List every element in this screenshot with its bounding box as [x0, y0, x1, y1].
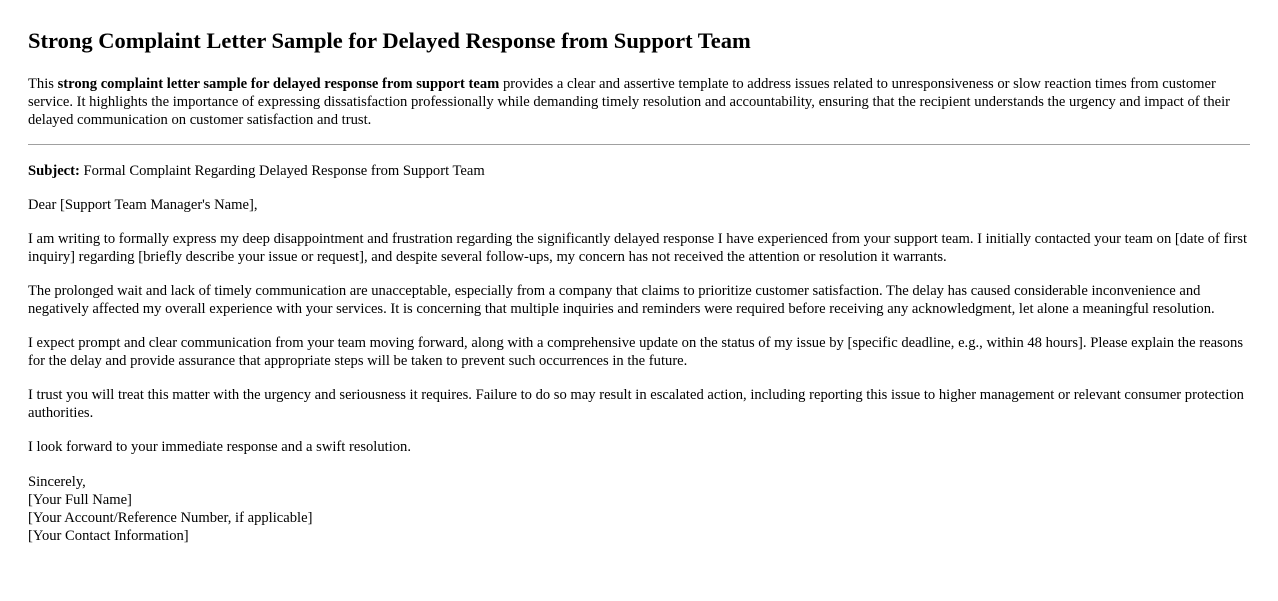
signature-name: [Your Full Name] [28, 492, 132, 508]
intro-paragraph [28, 75, 1250, 129]
letter-paragraph-3: I expect prompt and clear communication from your team moving forward, along with a comprehensive update on the status of my issue by [specific deadline, e.g., within 48 hours]. Please explain the reasons for the delay and provide assurance that appropriate steps will be taken to prevent such occurrences in the future. [28, 335, 1243, 369]
letter-body [28, 162, 1250, 545]
letter-paragraph-4: I trust you will treat this matter with the urgency and seriousness it requires. Failure to do so may result in escalated action, including reporting this issue to higher management or relevant consumer protection authorities. [28, 387, 1244, 421]
page-title: Strong Complaint Letter Sample for Delayed Response from Support Team [28, 28, 751, 53]
signature-account: [Your Account/Reference Number, if applicable] [28, 510, 313, 526]
intro-prefix: This [28, 76, 58, 92]
intro-bold-phrase: strong complaint letter sample for delayed response from support team [57, 76, 500, 92]
letter-paragraph-5: I look forward to your immediate response and a swift resolution. [28, 439, 411, 455]
subject-text: Formal Complaint Regarding Delayed Response from Support Team [79, 163, 485, 179]
signature-contact: [Your Contact Information] [28, 528, 189, 544]
subject-label: Subject: [28, 163, 80, 179]
signature-block [28, 473, 1250, 545]
intro-suffix: provides a clear and assertive template to address issues related to unresponsiveness or slow reaction times from customer service. It highlights the importance of expressing dissatisfaction professionally while demanding timely resolution and accountability, ensuring that the recipient understands the urgency and impact of their delayed communication on customer satisfaction and trust. [28, 76, 1231, 128]
letter-paragraph-1: I am writing to formally express my deep disappointment and frustration regarding the significantly delayed response I have experienced from your support team. I initially contacted your team on [date of first inquiry] regarding [briefly describe your issue or request], and despite several follow-ups, my concern has not received the attention or resolution it warrants. [28, 231, 1248, 265]
subject-line [28, 162, 1250, 180]
section-divider [28, 144, 1250, 145]
salutation: Dear [Support Team Manager's Name], [28, 197, 258, 213]
valediction: Sincerely, [28, 474, 86, 490]
letter-paragraph-2: The prolonged wait and lack of timely communication are unacceptable, especially from a company that claims to prioritize customer satisfaction. The delay has caused considerable inconvenience and negatively affected my overall experience with your services. It is concerning that multiple inquiries and reminders were required before receiving any acknowledgment, let alone a meaningful resolution. [28, 283, 1215, 317]
